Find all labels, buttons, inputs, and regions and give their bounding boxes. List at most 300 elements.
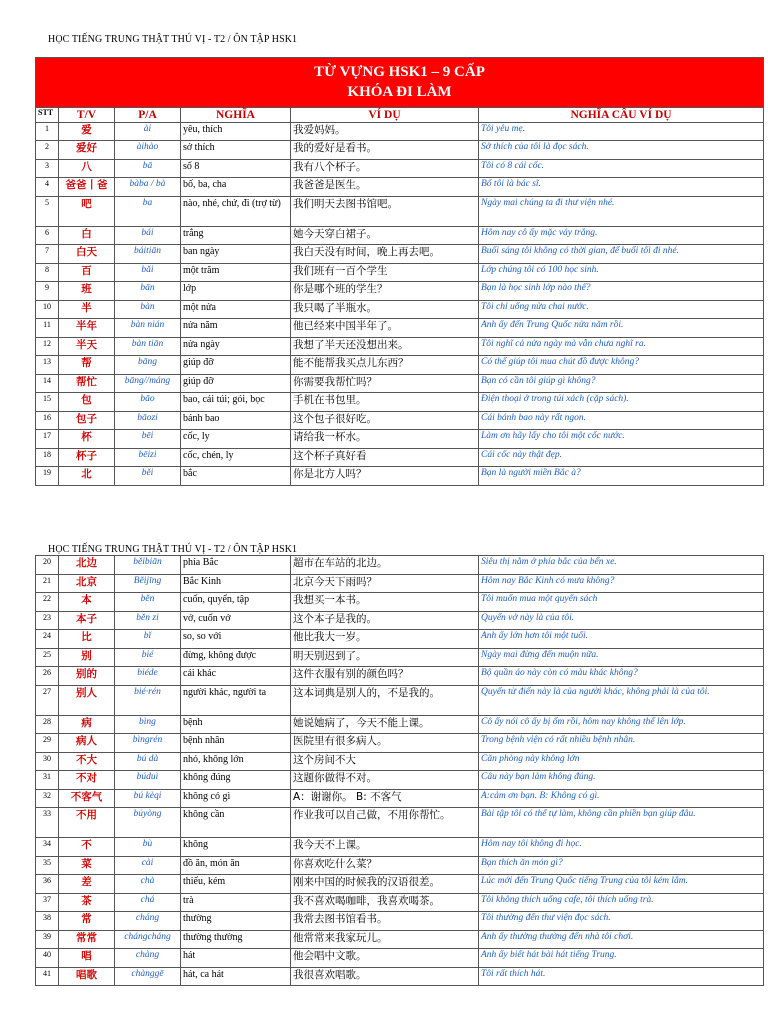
title-line1: TỪ VỰNG HSK1 – 9 CẤP — [314, 64, 485, 80]
table-row — [36, 893, 764, 912]
cell-pinyin: bàba / bà — [115, 178, 181, 197]
cell-example-meaning: Cô ấy nói cô ấy bị ốm rồi, hôm nay không thể lên lớp. — [479, 715, 764, 734]
table-row — [36, 875, 764, 894]
table-row — [36, 574, 764, 593]
cell-example: 我爱妈妈。 — [291, 122, 479, 141]
cell-meaning: vở, cuốn vở — [181, 611, 291, 630]
cell-hanzi: 包 — [59, 393, 115, 412]
page-header: HỌC TIẾNG TRUNG THẬT THÚ VỊ - T2 / ÔN TẬP HSK1 — [48, 34, 298, 45]
cell-pinyin: bié — [115, 648, 181, 667]
cell-meaning: bệnh — [181, 715, 291, 734]
table-row — [36, 411, 764, 430]
cell-pinyin: bìng — [115, 715, 181, 734]
cell-example: 我想买一本书。 — [291, 593, 479, 612]
cell-hanzi: 不对 — [59, 771, 115, 790]
cell-meaning: bánh bao — [181, 411, 291, 430]
cell-meaning: phía Bắc — [181, 556, 291, 575]
cell-hanzi: 北 — [59, 467, 115, 486]
cell-pinyin: búduì — [115, 771, 181, 790]
cell-stt: 16 — [36, 411, 59, 430]
cell-example-meaning: Tôi chỉ uống nửa chai nước. — [479, 300, 764, 319]
cell-example: 你是哪个班的学生？ — [291, 282, 479, 301]
cell-stt: 3 — [36, 159, 59, 178]
cell-example-meaning: Căn phòng này không lớn — [479, 752, 764, 771]
table-row — [36, 282, 764, 301]
cell-hanzi: 北京 — [59, 574, 115, 593]
cell-hanzi: 包子 — [59, 411, 115, 430]
col-tv: T/V — [59, 107, 115, 122]
cell-hanzi: 北边 — [59, 556, 115, 575]
cell-example: 手机在书包里。 — [291, 393, 479, 412]
cell-example-meaning: Tôi yêu mẹ. — [479, 122, 764, 141]
cell-stt: 27 — [36, 685, 59, 715]
cell-example-meaning: Bạn thích ăn món gì? — [479, 856, 764, 875]
cell-meaning: thường — [181, 912, 291, 931]
table-row — [36, 245, 764, 264]
cell-example: 这个杯子真好看 — [291, 448, 479, 467]
cell-pinyin: bāng — [115, 356, 181, 375]
table-row — [36, 611, 764, 630]
cell-pinyin: chá — [115, 893, 181, 912]
cell-pinyin: búyòng — [115, 808, 181, 838]
cell-example: 他已经来中国半年了。 — [291, 319, 479, 338]
cell-example: 我只喝了半瓶水。 — [291, 300, 479, 319]
cell-stt: 41 — [36, 967, 59, 986]
cell-example: 我有八个杯子。 — [291, 159, 479, 178]
table-row — [36, 319, 764, 338]
cell-example: 这本词典是别人的，不是我的。 — [291, 685, 479, 715]
cell-hanzi: 唱 — [59, 949, 115, 968]
table-row — [36, 789, 764, 808]
table-row — [36, 838, 764, 857]
table-row — [36, 734, 764, 753]
cell-example: 你喜欢吃什么菜？ — [291, 856, 479, 875]
col-nghia-cau: NGHĨA CÂU VÍ DỤ — [479, 107, 764, 122]
cell-meaning: hát — [181, 949, 291, 968]
cell-example-meaning: Bạn có cần tôi giúp gì không? — [479, 374, 764, 393]
cell-stt: 6 — [36, 226, 59, 245]
table-row — [36, 808, 764, 838]
table-row — [36, 648, 764, 667]
cell-example-meaning: Quyển vở này là của tôi. — [479, 611, 764, 630]
cell-example-meaning: Siêu thị nằm ở phía bắc của bến xe. — [479, 556, 764, 575]
cell-hanzi: 爸爸丨爸 — [59, 178, 115, 197]
cell-pinyin: chángcháng — [115, 930, 181, 949]
cell-hanzi: 八 — [59, 159, 115, 178]
cell-hanzi: 常常 — [59, 930, 115, 949]
cell-stt: 4 — [36, 178, 59, 197]
table-row — [36, 356, 764, 375]
cell-pinyin: chàng — [115, 949, 181, 968]
cell-hanzi: 不 — [59, 838, 115, 857]
table-row — [36, 685, 764, 715]
cell-stt: 28 — [36, 715, 59, 734]
cell-pinyin: ài — [115, 122, 181, 141]
cell-pinyin: bāng//máng — [115, 374, 181, 393]
cell-stt: 36 — [36, 875, 59, 894]
cell-pinyin: Běijīng — [115, 574, 181, 593]
cell-example-meaning: Sở thích của tôi là đọc sách. — [479, 141, 764, 160]
cell-hanzi: 本子 — [59, 611, 115, 630]
cell-pinyin: ba — [115, 196, 181, 226]
cell-pinyin: bēizi — [115, 448, 181, 467]
cell-stt: 19 — [36, 467, 59, 486]
cell-stt: 11 — [36, 319, 59, 338]
cell-hanzi: 帮忙 — [59, 374, 115, 393]
cell-stt: 12 — [36, 337, 59, 356]
col-vidu: VÍ DỤ — [291, 107, 479, 122]
cell-example-meaning: Cái cốc này thật đẹp. — [479, 448, 764, 467]
cell-stt: 40 — [36, 949, 59, 968]
cell-meaning: trắng — [181, 226, 291, 245]
cell-meaning: nửa ngày — [181, 337, 291, 356]
cell-example-meaning: Bạn là học sinh lớp nào thế? — [479, 282, 764, 301]
cell-example: 我常去图书馆看书。 — [291, 912, 479, 931]
cell-meaning: không đúng — [181, 771, 291, 790]
cell-example-meaning: Ngày mai đừng đến muộn nữa. — [479, 648, 764, 667]
cell-stt: 10 — [36, 300, 59, 319]
cell-meaning: giúp đỡ — [181, 374, 291, 393]
cell-example: 我想了半天还没想出来。 — [291, 337, 479, 356]
vocab-table-page2 — [35, 555, 764, 986]
cell-example-meaning: Câu này bạn làm không đúng. — [479, 771, 764, 790]
cell-meaning: một nửa — [181, 300, 291, 319]
cell-meaning: nhỏ, không lớn — [181, 752, 291, 771]
column-headers — [36, 107, 764, 122]
cell-stt: 2 — [36, 141, 59, 160]
table-row — [36, 226, 764, 245]
cell-hanzi: 白 — [59, 226, 115, 245]
cell-example-meaning: Bạn là người miền Bắc à? — [479, 467, 764, 486]
cell-meaning: thường thường — [181, 930, 291, 949]
cell-pinyin: bàn nián — [115, 319, 181, 338]
cell-hanzi: 爱 — [59, 122, 115, 141]
cell-example: 你需要我帮忙吗？ — [291, 374, 479, 393]
cell-stt: 21 — [36, 574, 59, 593]
cell-example-meaning: Hôm nay cô ấy mặc váy trắng. — [479, 226, 764, 245]
table-row — [36, 430, 764, 449]
cell-stt: 14 — [36, 374, 59, 393]
cell-example: 她说她病了，今天不能上课。 — [291, 715, 479, 734]
cell-hanzi: 班 — [59, 282, 115, 301]
cell-example: 明天别迟到了。 — [291, 648, 479, 667]
cell-example-meaning: Tôi rất thích hát. — [479, 967, 764, 986]
cell-meaning: hát, ca hát — [181, 967, 291, 986]
cell-example: 你是北方人吗？ — [291, 467, 479, 486]
cell-hanzi: 别人 — [59, 685, 115, 715]
cell-meaning: cốc, chén, ly — [181, 448, 291, 467]
table-row — [36, 715, 764, 734]
cell-example-meaning: Lúc mới đến Trung Quốc tiếng Trung của tôi kém lắm. — [479, 875, 764, 894]
table-title — [36, 58, 764, 108]
cell-hanzi: 不用 — [59, 808, 115, 838]
cell-example: 他常常来我家玩儿。 — [291, 930, 479, 949]
cell-hanzi: 唱歌 — [59, 967, 115, 986]
cell-pinyin: báitiān — [115, 245, 181, 264]
col-nghia: NGHĨA — [181, 107, 291, 122]
cell-hanzi: 半 — [59, 300, 115, 319]
cell-example: 我的爱好是看书。 — [291, 141, 479, 160]
cell-example: 他比我大一岁。 — [291, 630, 479, 649]
table-row — [36, 949, 764, 968]
cell-stt: 18 — [36, 448, 59, 467]
cell-pinyin: bā — [115, 159, 181, 178]
cell-pinyin: àihào — [115, 141, 181, 160]
cell-hanzi: 半天 — [59, 337, 115, 356]
cell-hanzi: 菜 — [59, 856, 115, 875]
table-row — [36, 337, 764, 356]
cell-pinyin: bú dà — [115, 752, 181, 771]
cell-stt: 29 — [36, 734, 59, 753]
table-row — [36, 467, 764, 486]
cell-meaning: trà — [181, 893, 291, 912]
cell-meaning: lớp — [181, 282, 291, 301]
cell-pinyin: běi — [115, 467, 181, 486]
cell-example-meaning: Tôi muốn mua một quyển sách — [479, 593, 764, 612]
table-row — [36, 912, 764, 931]
cell-hanzi: 病 — [59, 715, 115, 734]
cell-stt: 39 — [36, 930, 59, 949]
cell-example: 我们明天去图书馆吧。 — [291, 196, 479, 226]
cell-hanzi: 差 — [59, 875, 115, 894]
cell-hanzi: 半年 — [59, 319, 115, 338]
cell-example-meaning: Ngày mai chúng ta đi thư viện nhé. — [479, 196, 764, 226]
cell-example-meaning: Bố tôi là bác sĩ. — [479, 178, 764, 197]
cell-example-meaning: Anh ấy đến Trung Quốc nửa năm rồi. — [479, 319, 764, 338]
cell-example-meaning: Tôi nghĩ cả nửa ngày mà vẫn chưa nghĩ ra. — [479, 337, 764, 356]
cell-meaning: bao, cái túi; gói, bọc — [181, 393, 291, 412]
cell-hanzi: 杯子 — [59, 448, 115, 467]
cell-pinyin: bān — [115, 282, 181, 301]
cell-meaning: người khác, người ta — [181, 685, 291, 715]
cell-example: 我今天不上课。 — [291, 838, 479, 857]
cell-example: A：谢谢你。 B: 不客气 — [291, 789, 479, 808]
cell-meaning: bố, ba, cha — [181, 178, 291, 197]
table-row — [36, 141, 764, 160]
cell-pinyin: běn zi — [115, 611, 181, 630]
cell-example: 能不能帮我买点儿东西？ — [291, 356, 479, 375]
cell-hanzi: 爱好 — [59, 141, 115, 160]
cell-hanzi: 吧 — [59, 196, 115, 226]
cell-hanzi: 比 — [59, 630, 115, 649]
cell-stt: 32 — [36, 789, 59, 808]
cell-hanzi: 常 — [59, 912, 115, 931]
cell-hanzi: 帮 — [59, 356, 115, 375]
cell-example-meaning: Tôi có 8 cái cốc. — [479, 159, 764, 178]
cell-pinyin: bìngrén — [115, 734, 181, 753]
title-line2: KHÓA ĐI LÀM — [347, 84, 452, 101]
cell-example-meaning: Tôi thường đến thư viện đọc sách. — [479, 912, 764, 931]
cell-pinyin: chà — [115, 875, 181, 894]
cell-pinyin: cài — [115, 856, 181, 875]
cell-pinyin: bāozi — [115, 411, 181, 430]
cell-meaning: cuốn, quyển, tập — [181, 593, 291, 612]
table-row — [36, 556, 764, 575]
cell-example-meaning: Quyển từ điển này là của người khác, không phải là của tôi. — [479, 685, 764, 715]
cell-pinyin: bù — [115, 838, 181, 857]
table-row — [36, 667, 764, 686]
cell-example: 我白天没有时间，晚上再去吧。 — [291, 245, 479, 264]
col-pa: P/A — [115, 107, 181, 122]
cell-hanzi: 别的 — [59, 667, 115, 686]
cell-example-meaning: Cái bánh bao này rất ngon. — [479, 411, 764, 430]
cell-hanzi: 病人 — [59, 734, 115, 753]
cell-hanzi: 别 — [59, 648, 115, 667]
cell-example: 这件衣服有别的颜色吗？ — [291, 667, 479, 686]
cell-hanzi: 百 — [59, 263, 115, 282]
table-row — [36, 263, 764, 282]
table-row — [36, 374, 764, 393]
page-header: HỌC TIẾNG TRUNG THẬT THÚ VỊ - T2 / ÔN TẬP HSK1 — [48, 544, 298, 555]
cell-stt: 35 — [36, 856, 59, 875]
cell-pinyin: biéde — [115, 667, 181, 686]
table-row — [36, 930, 764, 949]
cell-meaning: bắc — [181, 467, 291, 486]
cell-example-meaning: Trong bệnh viện có rất nhiều bệnh nhân. — [479, 734, 764, 753]
cell-meaning: cái khác — [181, 667, 291, 686]
table-row — [36, 159, 764, 178]
cell-example: 作业我可以自己做，不用你帮忙。 — [291, 808, 479, 838]
cell-pinyin: běibiān — [115, 556, 181, 575]
vocab-table-page1 — [35, 57, 764, 486]
cell-meaning: cốc, ly — [181, 430, 291, 449]
cell-meaning: không — [181, 838, 291, 857]
cell-meaning: đồ ăn, món ăn — [181, 856, 291, 875]
cell-example-meaning: Tôi không thích uống cafe, tôi thích uống trà. — [479, 893, 764, 912]
table-row — [36, 122, 764, 141]
cell-example: 这题你做得不对。 — [291, 771, 479, 790]
cell-example: 北京今天下雨吗？ — [291, 574, 479, 593]
cell-meaning: đừng, không được — [181, 648, 291, 667]
cell-meaning: một trăm — [181, 263, 291, 282]
cell-example: 医院里有很多病人。 — [291, 734, 479, 753]
cell-example-meaning: Hôm nay tôi không đi học. — [479, 838, 764, 857]
cell-pinyin: bǐ — [115, 630, 181, 649]
cell-stt: 24 — [36, 630, 59, 649]
cell-example: 他会唱中文歌。 — [291, 949, 479, 968]
cell-example-meaning: Có thể giúp tôi mua chút đồ được không? — [479, 356, 764, 375]
cell-stt: 34 — [36, 838, 59, 857]
cell-meaning: Bắc Kinh — [181, 574, 291, 593]
cell-example: 这个本子是我的。 — [291, 611, 479, 630]
table-row — [36, 771, 764, 790]
cell-stt: 38 — [36, 912, 59, 931]
cell-meaning: thiếu, kém — [181, 875, 291, 894]
cell-example: 我们班有一百个学生 — [291, 263, 479, 282]
cell-pinyin: bǎi — [115, 263, 181, 282]
cell-stt: 31 — [36, 771, 59, 790]
table-row — [36, 300, 764, 319]
cell-stt: 17 — [36, 430, 59, 449]
table-row — [36, 856, 764, 875]
cell-meaning: không có gì — [181, 789, 291, 808]
cell-example-meaning: Anh ấy lớn hơn tôi một tuổi. — [479, 630, 764, 649]
cell-pinyin: běn — [115, 593, 181, 612]
cell-stt: 22 — [36, 593, 59, 612]
cell-meaning: sở thích — [181, 141, 291, 160]
cell-stt: 7 — [36, 245, 59, 264]
table-row — [36, 196, 764, 226]
cell-meaning: không cần — [181, 808, 291, 838]
cell-hanzi: 茶 — [59, 893, 115, 912]
cell-example: 超市在车站的北边。 — [291, 556, 479, 575]
table-row — [36, 967, 764, 986]
table-row — [36, 752, 764, 771]
cell-hanzi: 不大 — [59, 752, 115, 771]
cell-example-meaning: Làm ơn hãy lấy cho tôi một cốc nước. — [479, 430, 764, 449]
cell-stt: 23 — [36, 611, 59, 630]
cell-stt: 26 — [36, 667, 59, 686]
cell-example: 我不喜欢喝咖啡，我喜欢喝茶。 — [291, 893, 479, 912]
cell-example-meaning: Hôm nay Bắc Kinh có mưa không? — [479, 574, 764, 593]
cell-meaning: nào, nhé, chứ, đi (trợ từ) — [181, 196, 291, 226]
cell-pinyin: bēi — [115, 430, 181, 449]
cell-example: 这个包子很好吃。 — [291, 411, 479, 430]
cell-example-meaning: Anh ấy thường thường đến nhà tôi chơi. — [479, 930, 764, 949]
cell-example: 我很喜欢唱歌。 — [291, 967, 479, 986]
cell-pinyin: bàn tiān — [115, 337, 181, 356]
cell-stt: 15 — [36, 393, 59, 412]
cell-pinyin: bāo — [115, 393, 181, 412]
cell-hanzi: 不客气 — [59, 789, 115, 808]
cell-stt: 30 — [36, 752, 59, 771]
cell-meaning: yêu, thích — [181, 122, 291, 141]
cell-pinyin: cháng — [115, 912, 181, 931]
cell-stt: 1 — [36, 122, 59, 141]
cell-meaning: ban ngày — [181, 245, 291, 264]
table-row — [36, 393, 764, 412]
cell-stt: 8 — [36, 263, 59, 282]
cell-hanzi: 本 — [59, 593, 115, 612]
cell-stt: 33 — [36, 808, 59, 838]
cell-example-meaning: Lớp chúng tôi có 100 học sinh. — [479, 263, 764, 282]
cell-stt: 20 — [36, 556, 59, 575]
cell-meaning: số 8 — [181, 159, 291, 178]
col-stt: STT — [36, 107, 59, 122]
table-row — [36, 448, 764, 467]
cell-meaning: giúp đỡ — [181, 356, 291, 375]
table-row — [36, 593, 764, 612]
cell-example-meaning: Bài tập tôi có thể tự làm, không cần phiền bạn giúp đâu. — [479, 808, 764, 838]
cell-stt: 25 — [36, 648, 59, 667]
cell-stt: 13 — [36, 356, 59, 375]
cell-example-meaning: Điện thoại ở trong túi xách (cặp sách). — [479, 393, 764, 412]
cell-example: 她今天穿白裙子。 — [291, 226, 479, 245]
cell-example-meaning: Anh ấy biết hát bài hát tiếng Trung. — [479, 949, 764, 968]
cell-hanzi: 杯 — [59, 430, 115, 449]
cell-stt: 37 — [36, 893, 59, 912]
cell-stt: 5 — [36, 196, 59, 226]
cell-pinyin: chànggē — [115, 967, 181, 986]
table-row — [36, 630, 764, 649]
cell-hanzi: 白天 — [59, 245, 115, 264]
cell-example-meaning: Bộ quần áo này còn có màu khác không? — [479, 667, 764, 686]
cell-example-meaning: Buổi sáng tôi không có thời gian, để buổi tối đi nhé. — [479, 245, 764, 264]
cell-pinyin: bái — [115, 226, 181, 245]
cell-pinyin: bú kèqi — [115, 789, 181, 808]
cell-example: 请给我一杯水。 — [291, 430, 479, 449]
cell-stt: 9 — [36, 282, 59, 301]
cell-meaning: nửa năm — [181, 319, 291, 338]
cell-meaning: so, so với — [181, 630, 291, 649]
cell-pinyin: bié·rén — [115, 685, 181, 715]
cell-meaning: bệnh nhân — [181, 734, 291, 753]
table-row — [36, 178, 764, 197]
cell-example-meaning: A:cảm ơn bạn. B: Không có gì. — [479, 789, 764, 808]
cell-example: 这个房间不大 — [291, 752, 479, 771]
cell-example: 我爸爸是医生。 — [291, 178, 479, 197]
cell-pinyin: bàn — [115, 300, 181, 319]
